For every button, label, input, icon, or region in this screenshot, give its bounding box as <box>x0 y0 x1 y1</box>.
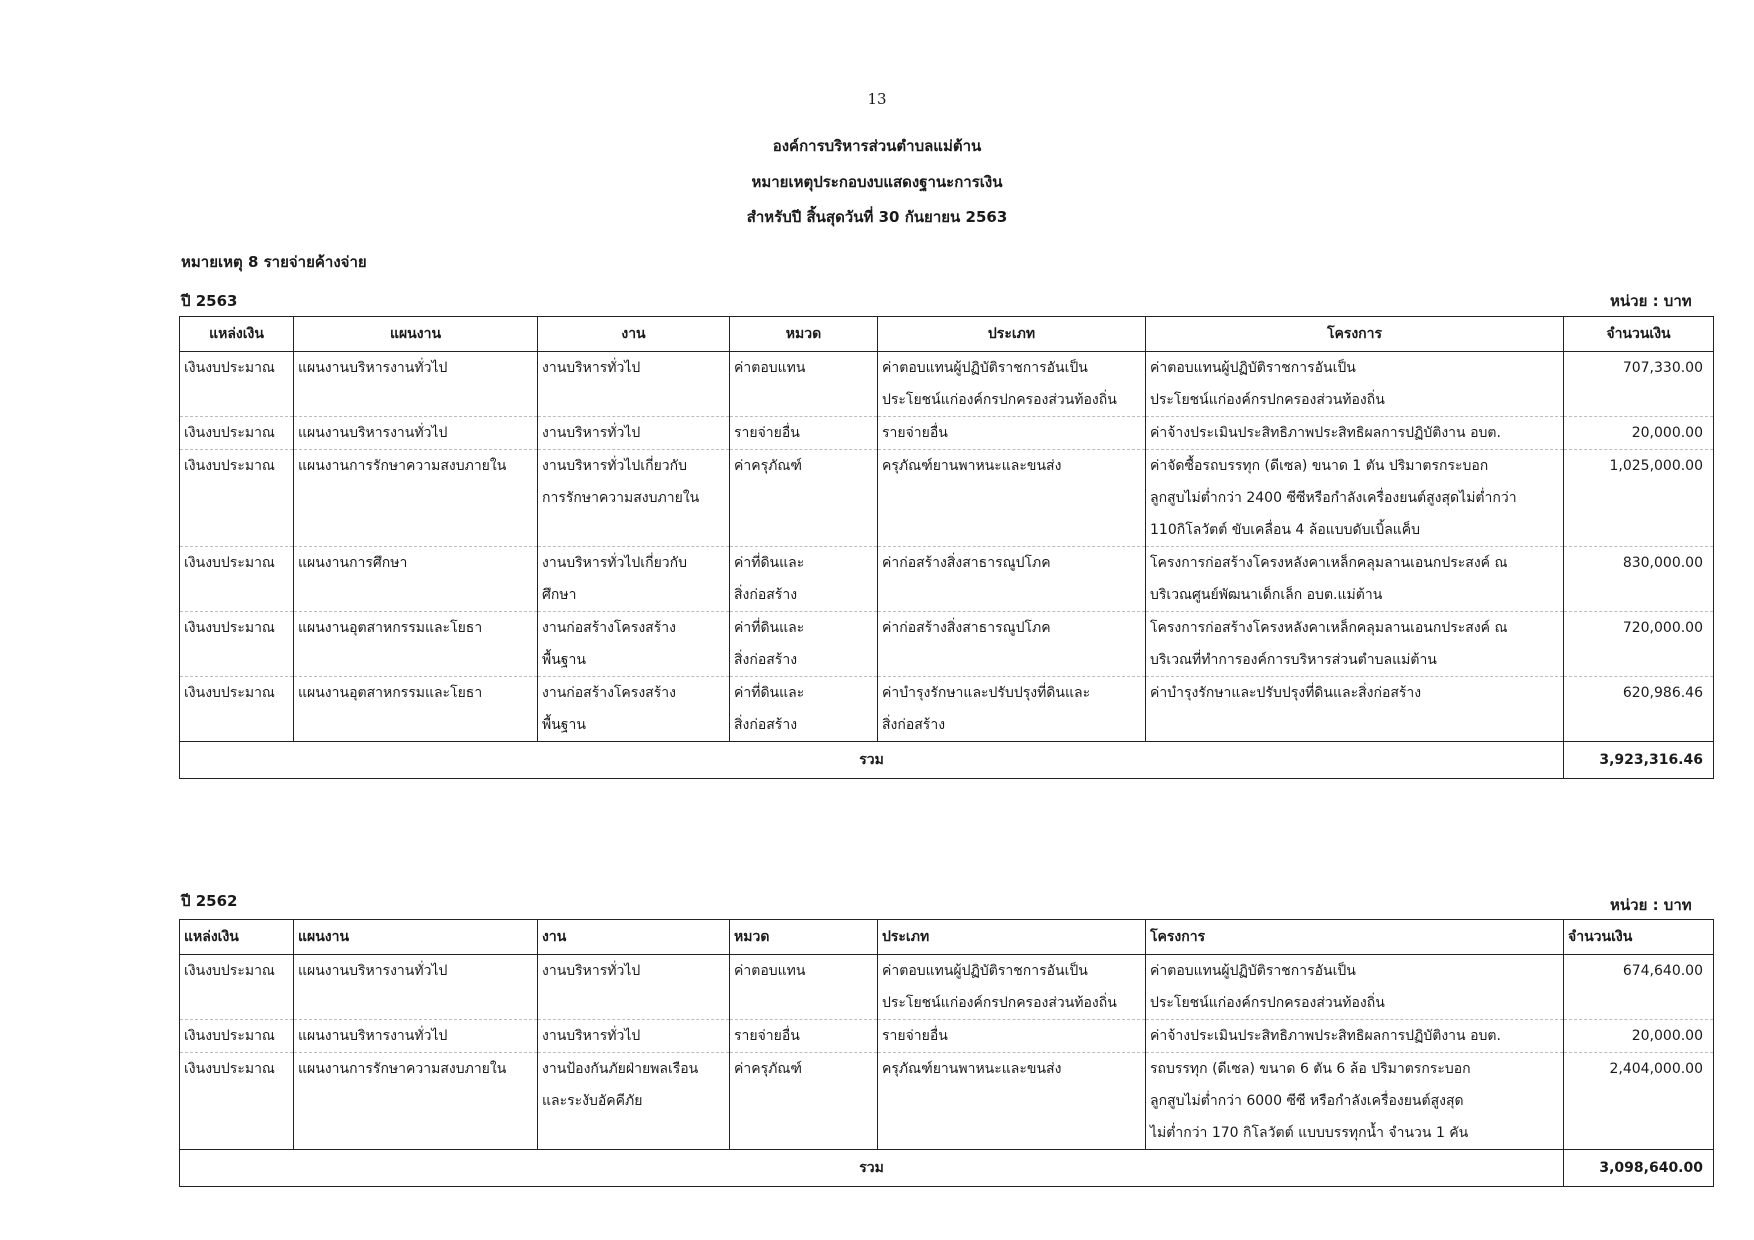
col-work-cell <box>538 1053 730 1150</box>
col-category-cell <box>730 612 878 677</box>
col-type-cell <box>878 1020 1146 1053</box>
col-category-cell <box>730 547 878 612</box>
header-col-project: โครงการ <box>1146 317 1564 352</box>
cell-line: พื้นฐาน <box>542 652 586 668</box>
col-amount-cell: 620,986.46 <box>1564 677 1714 742</box>
table-row <box>180 417 1714 450</box>
cell-line: งานบริหารทั่วไปเกี่ยวกับ <box>542 458 687 474</box>
cell-line: บริเวณศูนย์พัฒนาเด็กเล็ก อบต.แม่ต้าน <box>1150 587 1383 603</box>
cell-line: งานบริหารทั่วไป <box>542 963 641 979</box>
col-category-cell <box>730 352 878 417</box>
col-category-cell <box>730 677 878 742</box>
table-row <box>180 450 1714 547</box>
col-category-cell <box>730 1020 878 1053</box>
col-plan-cell: แผนงานบริหารงานทั่วไป <box>294 352 538 417</box>
col-type-cell <box>878 955 1146 1020</box>
cell-line: 110กิโลวัตต์ ขับเคลื่อน 4 ล้อแบบดับเบิ้ลแค็บ <box>1150 522 1421 538</box>
col-source-cell: เงินงบประมาณ <box>180 450 294 547</box>
cell-line: ค่าบำรุงรักษาและปรับปรุงที่ดินและสิ่งก่อสร้าง <box>1150 685 1422 701</box>
cell-line: ค่าที่ดินและ <box>734 555 805 571</box>
cell-line: ค่าตอบแทนผู้ปฏิบัติราชการอันเป็น <box>1150 360 1356 376</box>
col-amount-cell: 674,640.00 <box>1564 955 1714 1020</box>
header-col-category: หมวด <box>730 317 878 352</box>
total-row <box>180 1150 1714 1187</box>
cell-line: สิ่งก่อสร้าง <box>734 587 798 603</box>
year-2563-label: ปี 2563 <box>181 292 238 310</box>
col-work-cell <box>538 677 730 742</box>
cell-line: รายจ่ายอื่น <box>882 425 948 441</box>
org-title: องค์การบริหารส่วนตำบลแม่ต้าน <box>772 137 982 155</box>
cell-line: ค่าก่อสร้างสิ่งสาธารณูปโภค <box>882 620 1051 636</box>
col-plan-cell: แผนงานการรักษาความสงบภายใน <box>294 450 538 547</box>
col-source-cell: เงินงบประมาณ <box>180 417 294 450</box>
col-work-cell <box>538 547 730 612</box>
header-col-plan: แผนงาน <box>294 317 538 352</box>
table-row <box>180 677 1714 742</box>
note-title: หมายเหตุ 8 รายจ่ายค้างจ่าย <box>181 253 367 271</box>
cell-line: ครุภัณฑ์ยานพาหนะและขนส่ง <box>882 1061 1062 1077</box>
cell-line: งานบริหารทั่วไป <box>542 1028 641 1044</box>
header-col-type: ประเภท <box>878 317 1146 352</box>
header-col-amount: จำนวนเงิน <box>1564 920 1714 955</box>
col-plan-cell: แผนงานการรักษาความสงบภายใน <box>294 1053 538 1150</box>
col-source-cell: เงินงบประมาณ <box>180 1053 294 1150</box>
cell-line: งานบริหารทั่วไปเกี่ยวกับ <box>542 555 687 571</box>
col-work-cell <box>538 1020 730 1053</box>
cell-line: รถบรรทุก (ดีเซล) ขนาด 6 ตัน 6 ล้อ ปริมาตรกระบอก <box>1150 1061 1471 1077</box>
col-plan-cell: แผนงานบริหารงานทั่วไป <box>294 955 538 1020</box>
col-amount-cell: 707,330.00 <box>1564 352 1714 417</box>
total-row <box>180 742 1714 779</box>
col-category-cell <box>730 1053 878 1150</box>
cell-line: บริเวณที่ทำการองค์การบริหารส่วนตำบลแม่ต้าน <box>1150 652 1437 668</box>
header-col-plan: แผนงาน <box>294 920 538 955</box>
cell-line: ประโยชน์แก่องค์กรปกครองส่วนท้องถิ่น <box>882 995 1117 1011</box>
period-title: สำหรับปี สิ้นสุดวันที่ 30 กันยายน 2563 <box>746 208 1008 226</box>
col-amount-cell: 830,000.00 <box>1564 547 1714 612</box>
cell-line: รายจ่ายอื่น <box>734 425 800 441</box>
col-work-cell <box>538 417 730 450</box>
col-source-cell: เงินงบประมาณ <box>180 677 294 742</box>
col-project-cell <box>1146 612 1564 677</box>
cell-line: งานบริหารทั่วไป <box>542 360 641 376</box>
total-amount: 3,923,316.46 <box>1564 742 1714 779</box>
cell-line: สิ่งก่อสร้าง <box>882 717 946 733</box>
header-col-source: แหล่งเงิน <box>180 920 294 955</box>
table-row <box>180 352 1714 417</box>
cell-line: ค่าจ้างประเมินประสิทธิภาพประสิทธิผลการปฏิบัติงาน อบต. <box>1150 1028 1501 1044</box>
col-category-cell <box>730 417 878 450</box>
header-col-amount: จำนวนเงิน <box>1564 317 1714 352</box>
table-row <box>180 955 1714 1020</box>
cell-line: การรักษาความสงบภายใน <box>542 490 700 506</box>
cell-line: ค่าครุภัณฑ์ <box>734 1061 802 1077</box>
col-work-cell <box>538 955 730 1020</box>
col-plan-cell: แผนงานบริหารงานทั่วไป <box>294 1020 538 1053</box>
expense-table-2563 <box>179 316 1714 779</box>
col-project-cell <box>1146 677 1564 742</box>
table-row <box>180 547 1714 612</box>
cell-line: ค่าจ้างประเมินประสิทธิภาพประสิทธิผลการปฏิบัติงาน อบต. <box>1150 425 1501 441</box>
col-project-cell <box>1146 1020 1564 1053</box>
cell-line: ค่าจัดซื้อรถบรรทุก (ดีเซล) ขนาด 1 ตัน ปริมาตรกระบอก <box>1150 458 1489 474</box>
col-source-cell: เงินงบประมาณ <box>180 1020 294 1053</box>
cell-line: ค่าตอบแทน <box>734 360 806 376</box>
col-type-cell <box>878 677 1146 742</box>
col-work-cell <box>538 352 730 417</box>
col-amount-cell: 720,000.00 <box>1564 612 1714 677</box>
header-col-work: งาน <box>538 920 730 955</box>
statement-subtitle: หมายเหตุประกอบงบแสดงฐานะการเงิน <box>751 173 1003 191</box>
table-row <box>180 1020 1714 1053</box>
cell-line: ศึกษา <box>542 587 577 603</box>
table-row <box>180 1053 1714 1150</box>
unit-label-2562: หน่วย : บาท <box>1610 896 1692 914</box>
col-work-cell <box>538 612 730 677</box>
total-label: รวม <box>180 742 1564 779</box>
header-col-category: หมวด <box>730 920 878 955</box>
cell-line: พื้นฐาน <box>542 717 586 733</box>
header-col-type: ประเภท <box>878 920 1146 955</box>
col-category-cell <box>730 450 878 547</box>
col-project-cell <box>1146 547 1564 612</box>
year-2562-label: ปี 2562 <box>181 892 238 910</box>
cell-line: ค่าที่ดินและ <box>734 685 805 701</box>
cell-line: ค่าที่ดินและ <box>734 620 805 636</box>
cell-line: ค่าตอบแทน <box>734 963 806 979</box>
col-work-cell <box>538 450 730 547</box>
col-project-cell <box>1146 352 1564 417</box>
col-plan-cell: แผนงานอุตสาหกรรมและโยธา <box>294 612 538 677</box>
col-type-cell <box>878 1053 1146 1150</box>
col-source-cell: เงินงบประมาณ <box>180 352 294 417</box>
total-amount: 3,098,640.00 <box>1564 1150 1714 1187</box>
cell-line: งานก่อสร้างโครงสร้าง <box>542 620 676 636</box>
col-amount-cell: 20,000.00 <box>1564 1020 1714 1053</box>
col-type-cell <box>878 450 1146 547</box>
col-amount-cell: 20,000.00 <box>1564 417 1714 450</box>
cell-line: ครุภัณฑ์ยานพาหนะและขนส่ง <box>882 458 1062 474</box>
header-col-source: แหล่งเงิน <box>180 317 294 352</box>
cell-line: ประโยชน์แก่องค์กรปกครองส่วนท้องถิ่น <box>882 392 1117 408</box>
col-amount-cell: 1,025,000.00 <box>1564 450 1714 547</box>
col-type-cell <box>878 352 1146 417</box>
col-type-cell <box>878 417 1146 450</box>
cell-line: งานป้องกันภัยฝ่ายพลเรือน <box>542 1061 699 1077</box>
col-source-cell: เงินงบประมาณ <box>180 955 294 1020</box>
cell-line: ลูกสูบไม่ต่ำกว่า 2400 ซีซีหรือกำลังเครื่องยนต์สูงสุดไม่ต่ำกว่า <box>1150 490 1517 506</box>
cell-line: สิ่งก่อสร้าง <box>734 652 798 668</box>
col-source-cell: เงินงบประมาณ <box>180 547 294 612</box>
cell-line: และระงับอัคคีภัย <box>542 1093 643 1109</box>
col-project-cell <box>1146 417 1564 450</box>
col-project-cell <box>1146 955 1564 1020</box>
col-category-cell <box>730 955 878 1020</box>
col-project-cell <box>1146 1053 1564 1150</box>
cell-line: ประโยชน์แก่องค์กรปกครองส่วนท้องถิ่น <box>1150 392 1385 408</box>
table-body <box>180 955 1714 1150</box>
header-col-work: งาน <box>538 317 730 352</box>
cell-line: รายจ่ายอื่น <box>734 1028 800 1044</box>
table-header <box>180 920 1714 955</box>
col-type-cell <box>878 612 1146 677</box>
col-amount-cell: 2,404,000.00 <box>1564 1053 1714 1150</box>
cell-line: งานบริหารทั่วไป <box>542 425 641 441</box>
unit-label-2563: หน่วย : บาท <box>1610 292 1692 310</box>
cell-line: ค่าตอบแทนผู้ปฏิบัติราชการอันเป็น <box>882 360 1088 376</box>
cell-line: โครงการก่อสร้างโครงหลังคาเหล็กคลุมลานเอนกประสงค์ ณ <box>1150 620 1508 636</box>
cell-line: ค่าบำรุงรักษาและปรับปรุงที่ดินและ <box>882 685 1091 701</box>
table-header <box>180 317 1714 352</box>
col-plan-cell: แผนงานการศึกษา <box>294 547 538 612</box>
page-number: 13 <box>867 90 887 108</box>
col-plan-cell: แผนงานบริหารงานทั่วไป <box>294 417 538 450</box>
cell-line: ค่าก่อสร้างสิ่งสาธารณูปโภค <box>882 555 1051 571</box>
total-label: รวม <box>180 1150 1564 1187</box>
cell-line: ประโยชน์แก่องค์กรปกครองส่วนท้องถิ่น <box>1150 995 1385 1011</box>
cell-line: ลูกสูบไม่ต่ำกว่า 6000 ซีซี หรือกำลังเครื่องยนต์สูงสุด <box>1150 1093 1464 1109</box>
col-project-cell <box>1146 450 1564 547</box>
col-source-cell: เงินงบประมาณ <box>180 612 294 677</box>
cell-line: รายจ่ายอื่น <box>882 1028 948 1044</box>
cell-line: ค่าตอบแทนผู้ปฏิบัติราชการอันเป็น <box>882 963 1088 979</box>
table-row <box>180 612 1714 677</box>
cell-line: โครงการก่อสร้างโครงหลังคาเหล็กคลุมลานเอนกประสงค์ ณ <box>1150 555 1508 571</box>
col-type-cell <box>878 547 1146 612</box>
cell-line: ไม่ต่ำกว่า 170 กิโลวัตต์ แบบบรรทุกน้ำ จำนวน 1 คัน <box>1150 1125 1469 1141</box>
header-col-project: โครงการ <box>1146 920 1564 955</box>
table-body <box>180 352 1714 742</box>
expense-table-2562 <box>179 919 1714 1187</box>
cell-line: ค่าครุภัณฑ์ <box>734 458 802 474</box>
cell-line: ค่าตอบแทนผู้ปฏิบัติราชการอันเป็น <box>1150 963 1356 979</box>
col-plan-cell: แผนงานอุตสาหกรรมและโยธา <box>294 677 538 742</box>
cell-line: สิ่งก่อสร้าง <box>734 717 798 733</box>
cell-line: งานก่อสร้างโครงสร้าง <box>542 685 676 701</box>
